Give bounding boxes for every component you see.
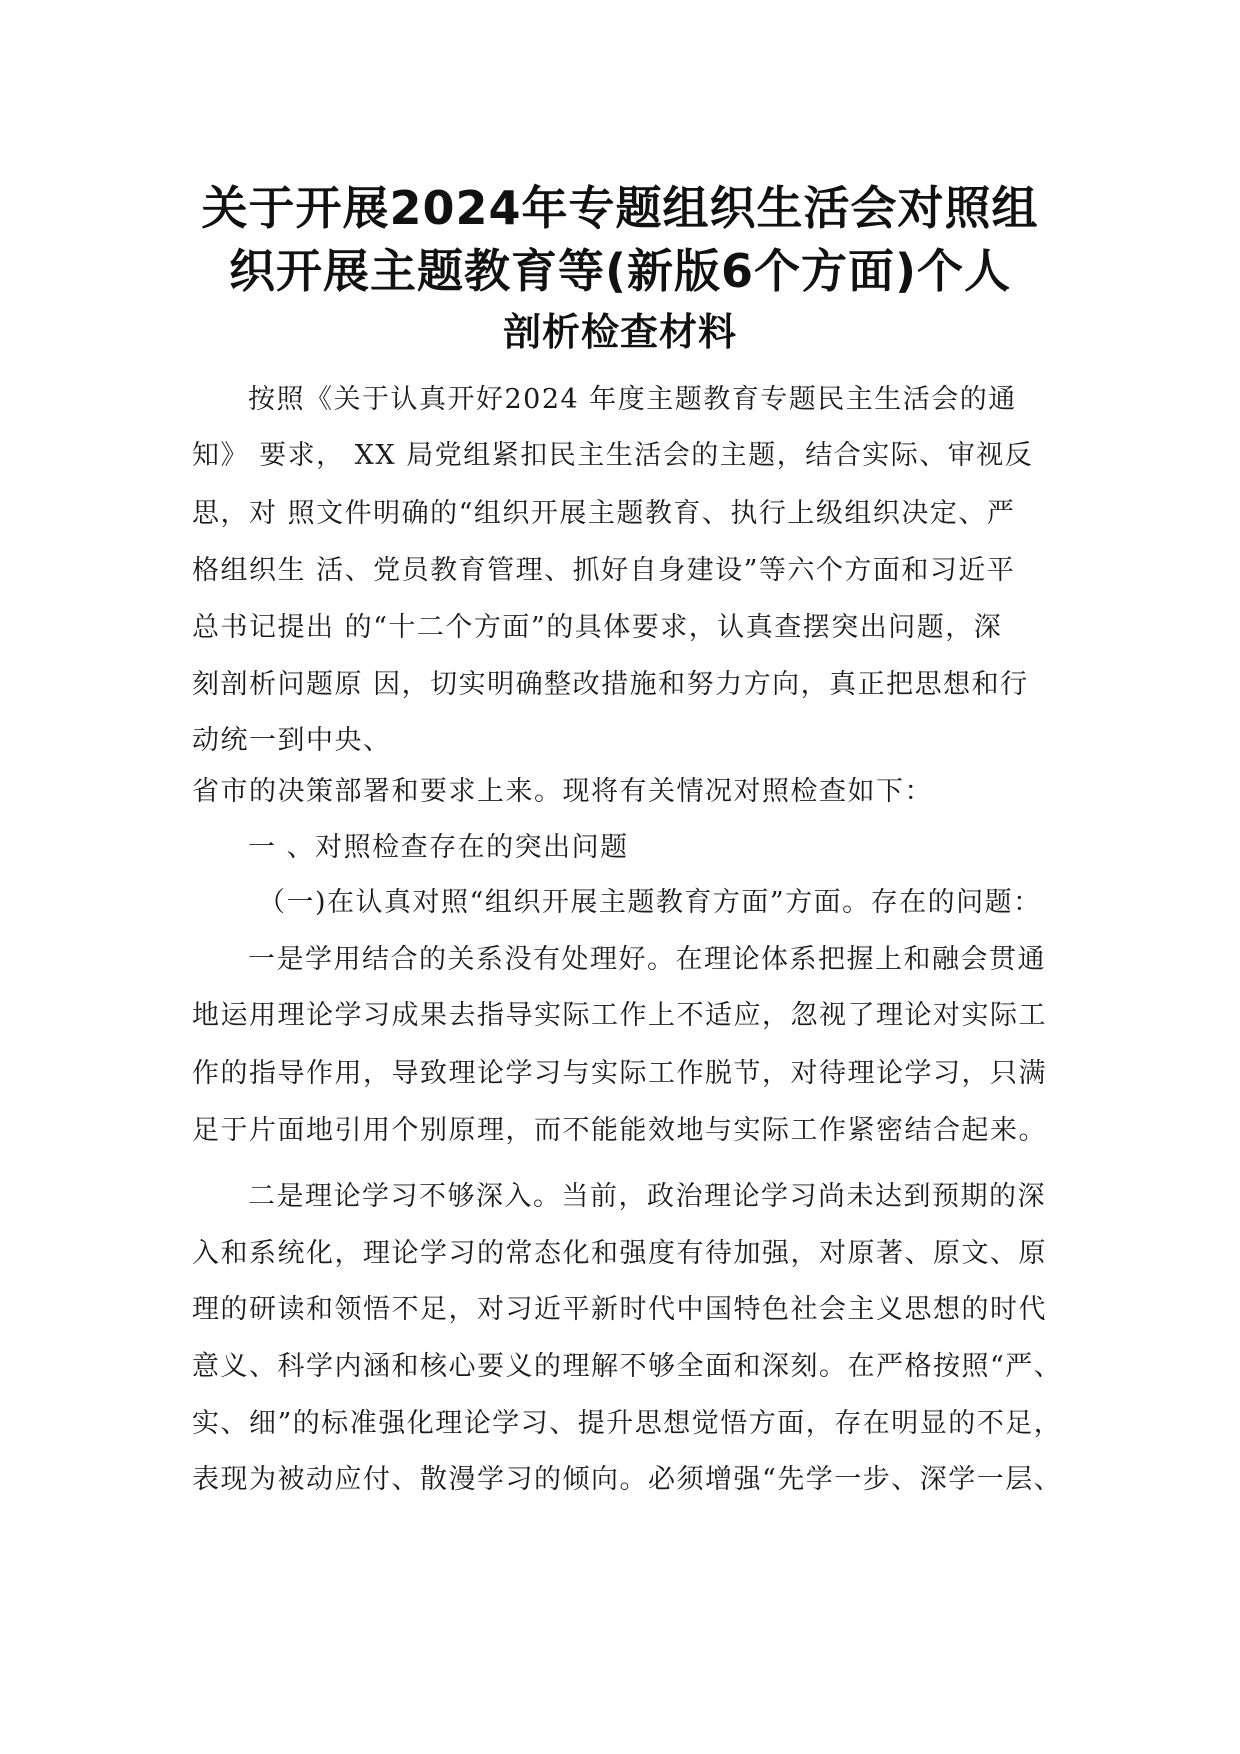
body-line: 省市的决策部署和要求上来。现将有关情况对照检查如下： — [192, 776, 933, 807]
body-line: 知》 要求， XX 局党组紧扣民主生活会的主题，结合实际、审视反 — [192, 440, 1034, 471]
body-line: 实、细”的标准强化理论学习、提升思想觉悟方面，存在明显的不足， — [192, 1408, 1063, 1439]
body-line: 理的研读和领悟不足，对习近平新时代中国特色社会主义思想的时代 — [192, 1294, 1047, 1325]
section-heading: 一 、对照检查存在的突出问题 — [248, 832, 629, 863]
body-line: 地运用理论学习成果去指导实际工作上不适应，忽视了理论对实际工 — [192, 1000, 1047, 1031]
document-title-line-1: 关于开展2024年专题组织生活会对照组 — [201, 181, 1039, 235]
body-line: 动统一到中央、 — [192, 725, 392, 756]
document-title-line-3: 剖析检查材料 — [502, 310, 737, 354]
body-line: 入和系统化，理论学习的常态化和强度有待加强，对原著、原文、原 — [192, 1238, 1047, 1269]
body-line: 二是理论学习不够深入。当前，政治理论学习尚未达到预期的深 — [248, 1181, 1046, 1212]
subsection-heading: （一)在认真对照“组织开展主题教育方面”方面。存在的问题： — [258, 887, 1042, 918]
body-line: 表现为被动应付、散漫学习的倾向。必须增强“先学一步、深学一层、 — [192, 1464, 1063, 1495]
body-line: 思，对 照文件明确的“组织开展主题教育、执行上级组织决定、严 — [192, 498, 1016, 529]
body-line: 意义、科学内涵和核心要义的理解不够全面和深刻。在严格按照“严、 — [192, 1351, 1063, 1382]
body-line: 总书记提出 的“十二个方面”的具体要求，认真查摆突出问题，深 — [192, 612, 1003, 643]
body-line: 格组织生 活、党员教育管理、抓好自身建设”等六个方面和习近平 — [192, 555, 1016, 586]
document-title-line-2: 织开展主题教育等(新版6个方面)个人 — [228, 244, 1012, 298]
body-line: 刻剖析问题原 因，切实明确整改措施和努力方向，真正把思想和行 — [192, 669, 1029, 700]
body-line: 足于片面地引用个别原理，而不能能效地与实际工作紧密结合起来。 — [192, 1115, 1047, 1146]
body-line: 一是学用结合的关系没有处理好。在理论体系把握上和融会贯通 — [248, 944, 1046, 975]
body-line: 作的指导作用，导致理论学习与实际工作脱节，对待理论学习，只满 — [192, 1058, 1047, 1089]
body-line: 按照《关于认真开好2024 年度主题教育专题民主生活会的通 — [248, 384, 1017, 415]
